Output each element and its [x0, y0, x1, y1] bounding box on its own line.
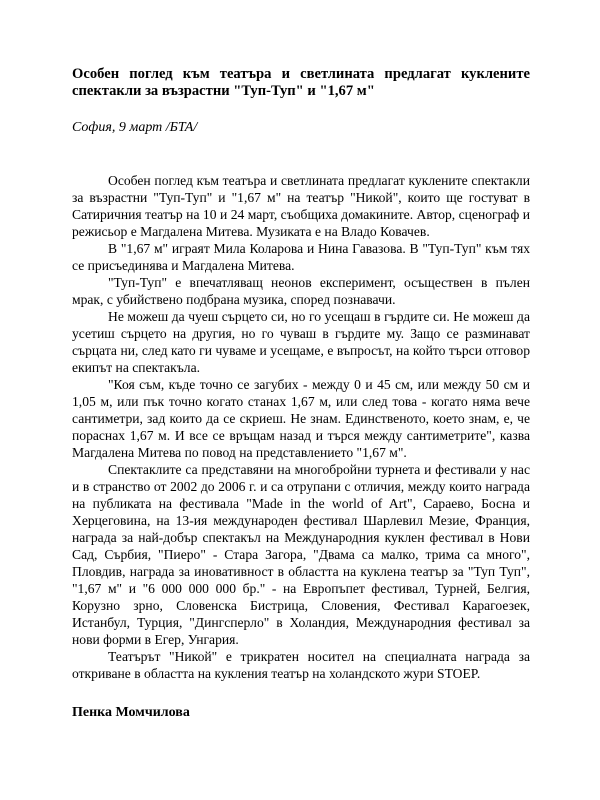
document-page [72, 66, 530, 721]
article-body [72, 172, 530, 682]
paragraph: В "1,67 м" играят Мила Коларова и Нина Гавазова. В "Туп-Туп" към тях се присъединява и Магдалена Митева. [72, 241, 530, 273]
paragraph: "Туп-Туп" е впечатляващ неонов експеримент, осъществен в пълен мрак, с убийствено подбрана музика, според познавачи. [72, 275, 530, 307]
paragraph: Театърът "Никой" е трикратен носител на специалната награда за откриване в областта на кукления театър на холандското жури STOEP. [72, 649, 530, 681]
paragraph: Особен поглед към театъра и светлината предлагат кукленитe спектакли за възрастни "Туп-Туп" и "1,67 м" на театър "Никой", които ще гостуват в Сатиричния театър на 10 и 24 март, съобщиха домакините. Автор, сценограф и режисьор е Магдалена Митева. Музиката е на Владо Ковачев. [72, 173, 530, 239]
author-signature: Пенка Момчилова [72, 705, 190, 720]
paragraph: "Коя съм, къде точно се загубих - между 0 и 45 см, или между 50 см и 1,05 м, или пък точно когато станах 1,67 м, или след това - когато няма вече сантиметри, зад които да се скриеш. Не знам. Единственото, което знам, е, че пораснах 1,67 м. И все се връщам назад и търся между сантиметрите", казва Магдалена Митева по повод на представлението "1,67 м". [72, 377, 530, 460]
article-title: Особен поглед към театъра и светлината предлагат куклените спектакли за възрастни "Туп-Туп" и "1,67 м" [72, 66, 530, 99]
dateline: София, 9 март /БТА/ [72, 120, 198, 135]
paragraph: Спектаклите са представяни на многобройни турнета и фестивали у нас и в странство от 2002 до 2006 г. и са отрупани с отличия, между които награда на публиката на фестивала "Made in the world of Art", Сараево, Босна и Херцеговина, на 13-ия международен фестивал Шарлевил Мезие, Франция, награда за най-добър спектакъл на Международния куклен фестивал в Нови Сад, Сърбия, "Пиеро" - Стара Загора, "Двама са малко, трима са много", Пловдив, награда за иновативност в областта на куклена театър за "Туп Туп", "1,67 м" и "6 000 000 000 бр." - на Европъпет фестивал, Турней, Белгия, Корузно зрно, Словенска Бистрица, Словения, Фестивал Карагоезек, Истанбул, Турция, "Дингсперло" в Холандия, Международния фестивал за нови форми в Егер, Унгария. [72, 462, 530, 647]
paragraph: Не можеш да чуеш сърцето си, но го усещаш в гърдите си. Не можеш да усетиш сърцето на другия, но го чуваш в гърдите му. Защо се разминават сърцата ни, след като ги чуваме и усещаме, е въпросът, на който търси отговор екипът на спектакъла. [72, 309, 530, 375]
